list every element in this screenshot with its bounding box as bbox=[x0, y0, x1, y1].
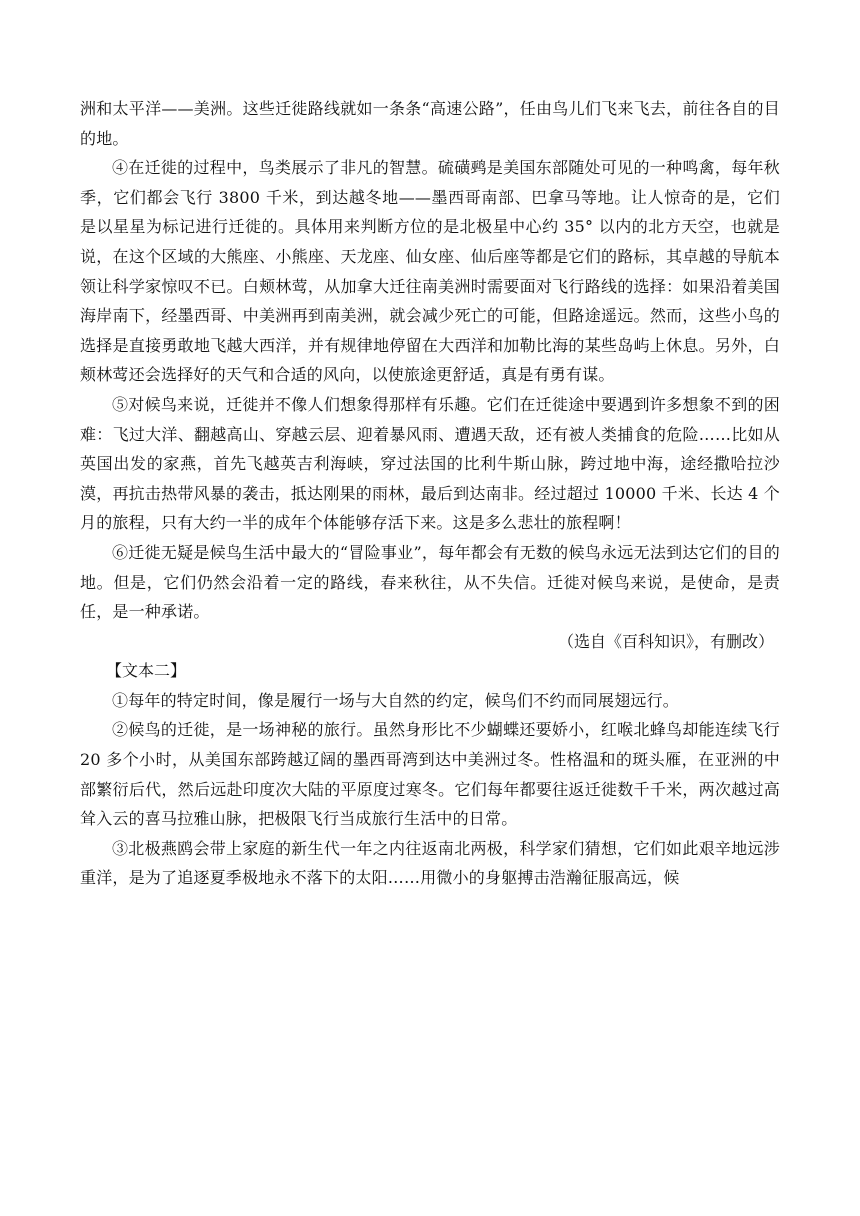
section-title-text2: 【文本二】 bbox=[106, 661, 187, 681]
source-citation: （选自《百科知识》，有删改） bbox=[557, 631, 774, 651]
paragraph-4: ④在迁徙的过程中，鸟类展示了非凡的智慧。硫磺鹀是美国东部随处可见的一种鸣禽，每年秋季，它们都会飞行 3800 千米，到达越冬地——墨西哥南部、巴拿马等地。让人惊奇的是，它们是以星星为标记进行迁徙的。具体用来判断方位的是北极星中心约 35° 以内的北方天空，也就是说，在这个区域的大熊座、小熊座、天龙座、仙女座、仙后座等都是它们的路标，其卓越的导航本领让科学家惊叹不已。白颊林莺，从加拿大迁往南美洲时需要面对飞行路线的选择：如果沿着美国海岸南下，经墨西哥、中美洲再到南美洲，就会减少死亡的可能，但路途遥远。然而，这些小鸟的选择是直接勇敢地飞越大西洋，并有规律地停留在大西洋和加勒比海的某些岛屿上休息。另外，白颊林莺还会选择好的天气和合适的风向，以使旅途更舒适，真是有勇有谋。 bbox=[80, 158, 780, 385]
text2-paragraph-1: ①每年的特定时间，像是履行一场与大自然的约定，候鸟们不约而同展翅远行。 bbox=[112, 690, 680, 710]
text2-paragraph-2: ②候鸟的迁徙，是一场神秘的旅行。虽然身形比不少蝴蝶还要娇小，红喉北蜂鸟却能连续飞行 20 多个小时，从美国东部跨越辽阔的墨西哥湾到达中美洲过冬。性格温和的斑头雁，在亚洲的中部繁衍后代，然后远赴印度次大陆的平原度过寒冬。它们每年都要往返迁徙数千千米，两次越过高耸入云的喜马拉雅山脉，把极限飞行当成旅行生活中的日常。 bbox=[80, 720, 780, 829]
document-page bbox=[80, 94, 780, 893]
paragraph-5: ⑤对候鸟来说，迁徙并不像人们想象得那样有乐趣。它们在迁徙途中要遇到许多想象不到的困难：飞过大洋、翻越高山、穿越云层、迎着暴风雨、遭遇天敌，还有被人类捕食的危险……比如从英国出发的家燕，首先飞越英吉利海峡，穿过法国的比利牛斯山脉，跨过地中海，途经撒哈拉沙漠，再抗击热带风暴的袭击，抵达刚果的雨林，最后到达南非。经过超过 10000 千米、长达 4 个月的旅程，只有大约一半的成年个体能够存活下来。这是多么悲壮的旅程啊！ bbox=[80, 394, 780, 533]
paragraph-continued: 洲和太平洋——美洲。这些迁徙路线就如一条条“高速公路”，任由鸟儿们飞来飞去，前往各自的目的地。 bbox=[80, 99, 780, 148]
paragraph-6: ⑥迁徙无疑是候鸟生活中最大的“冒险事业”，每年都会有无数的候鸟永远无法到达它们的目的地。但是，它们仍然会沿着一定的路线，春来秋往，从不失信。迁徙对候鸟来说，是使命，是责任，是一种承诺。 bbox=[80, 542, 780, 622]
text2-paragraph-3: ③北极燕鸥会带上家庭的新生代一年之内往返南北两极，科学家们猜想，它们如此艰辛地远涉重洋，是为了追逐夏季极地永不落下的太阳……用微小的身躯搏击浩瀚征服高远，候 bbox=[80, 838, 780, 888]
